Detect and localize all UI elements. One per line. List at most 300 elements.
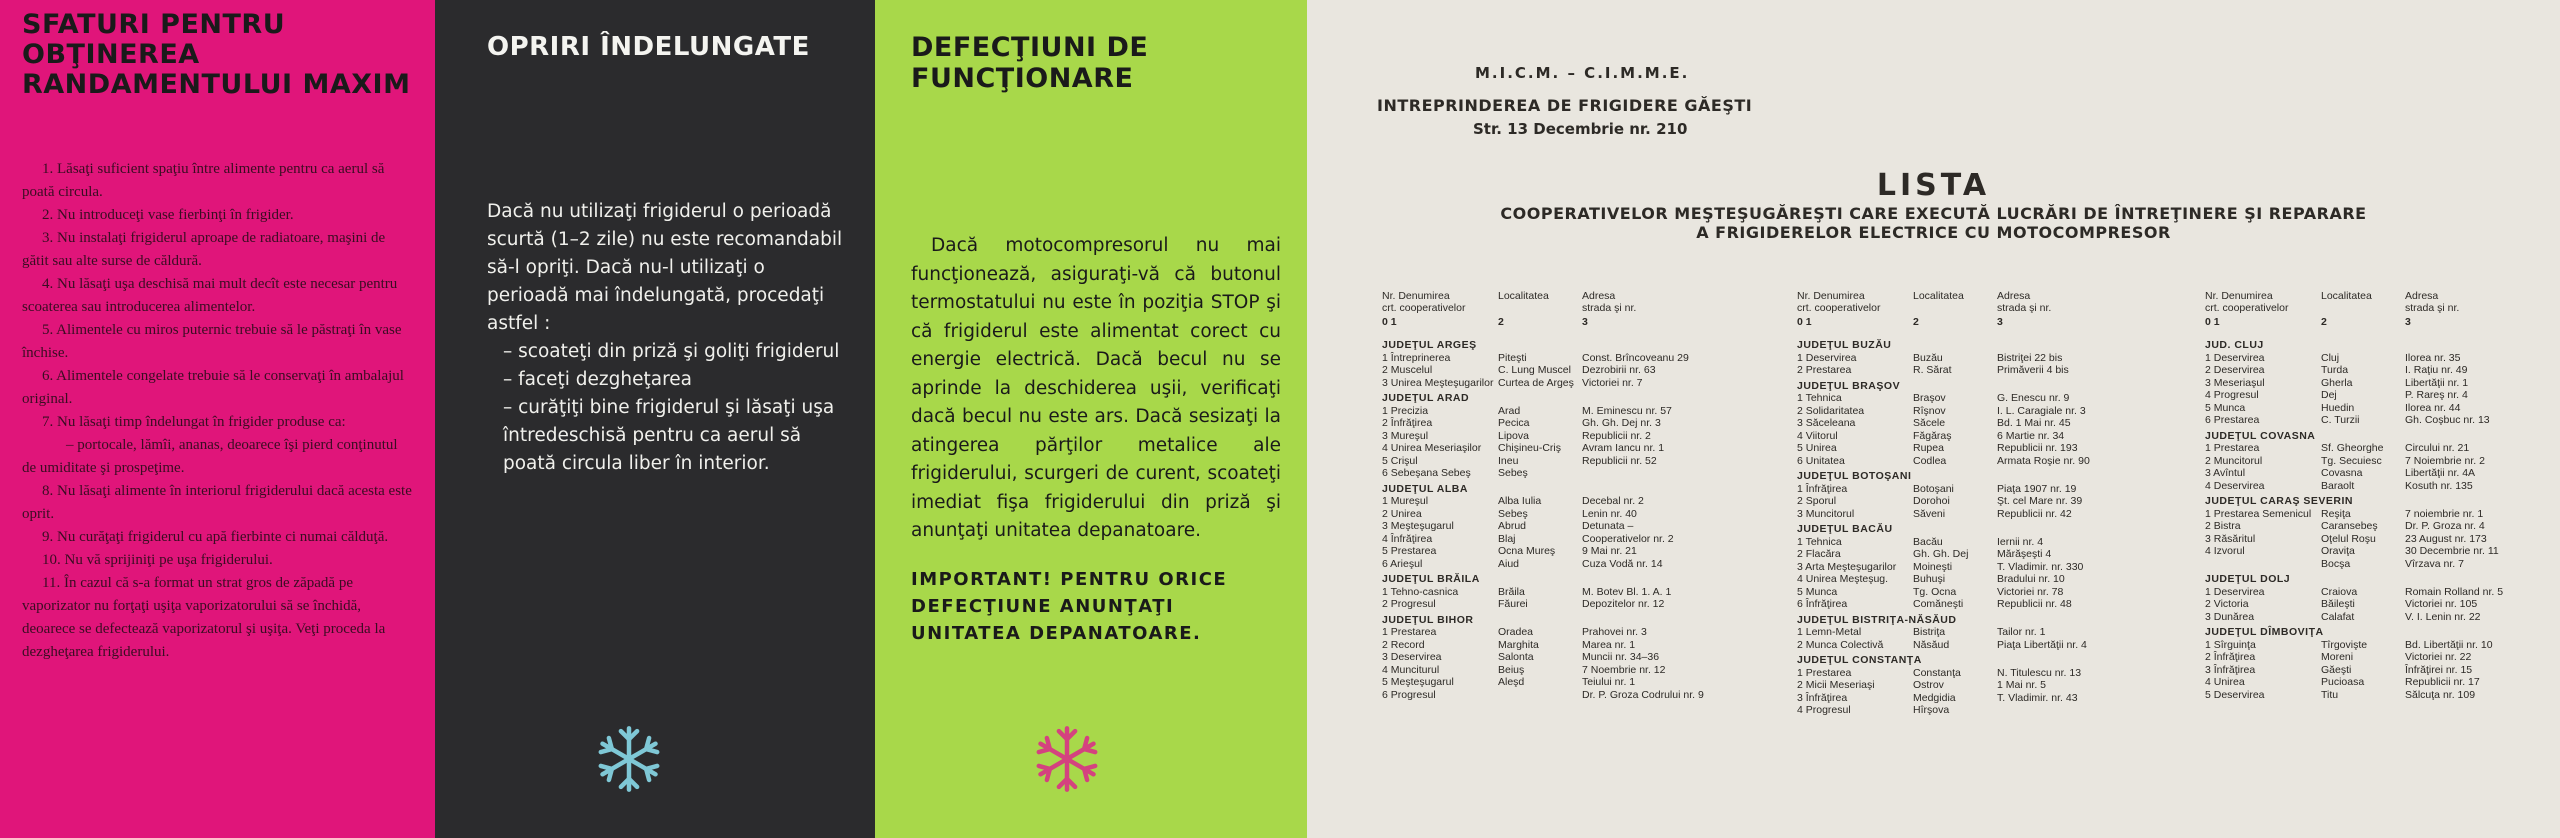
table-cell: 4 Munciturul: [1382, 663, 1440, 676]
table-cell: C. Turzii: [2321, 414, 2360, 426]
table-row: [1797, 442, 2105, 455]
column-header-cell: Adresa strada şi nr.: [2405, 290, 2460, 314]
table-cell: Moreni: [2321, 651, 2354, 663]
table-row: [1382, 417, 1690, 430]
table-column: [2205, 290, 2513, 701]
table-cell: Săcele: [1913, 417, 1946, 429]
long-stops-text: [487, 198, 849, 478]
table-row: [2205, 389, 2513, 402]
table-cell: 1 Prestarea Semenicul: [2205, 507, 2312, 520]
table-row: [1382, 626, 1690, 639]
table-cell: Turda: [2321, 364, 2349, 376]
advice-item: 8. Nu lăsaţi alimente în interiorul frigiderului dacă acesta este oprit.: [22, 483, 412, 522]
table-row: [1797, 667, 2105, 680]
table-cell: 5 Prestarea: [1382, 545, 1437, 557]
advice-item: 4. Nu lăsaţi uşa deschisă mai mult decît este necesar pentru scoaterea sau introducerea alimentelor.: [22, 276, 398, 315]
table-cell: Pucioasa: [2321, 676, 2365, 688]
county-heading: JUDEŢUL BACĂU: [1797, 523, 1893, 535]
table-cell: 9 Mai nr. 21: [1582, 545, 1637, 557]
table-cell: N. Titulescu nr. 13: [1997, 666, 2082, 679]
table-cell: 2 Progresul: [1382, 598, 1436, 610]
table-cell: Bacău: [1913, 535, 1943, 548]
column-header-cell: Nr. Denumirea crt. cooperativelor: [2205, 290, 2289, 314]
table-cell: 5 Munca: [1797, 585, 1838, 598]
table-cell: Braşov: [1913, 392, 1946, 404]
table-cell: 3 Răsăritul: [2205, 532, 2256, 545]
table-cell: Gh. Coşbuc nr. 13: [2405, 414, 2490, 426]
table-cell: Victoriei nr. 105: [2405, 598, 2478, 610]
county-heading: JUDEŢUL BIHOR: [1382, 613, 1474, 626]
table-cell: 3 Dunărea: [2205, 610, 2255, 623]
table-row: [1382, 664, 1690, 677]
table-row: [1382, 651, 1690, 664]
county-heading: JUDEŢUL BRAŞOV: [1797, 379, 1901, 392]
table-cell: Ocna Mureş: [1498, 545, 1556, 557]
table-cell: Prahovei nr. 3: [1582, 626, 1647, 638]
table-cell: 23 August nr. 173: [2405, 532, 2487, 545]
table-cell: Botoşani: [1913, 482, 1954, 495]
table-cell: Bd. Libertăţii nr. 10: [2405, 638, 2493, 651]
advice-item: 9. Nu curăţaţi frigiderul cu apă fierbinte ci numai călduţă.: [42, 529, 389, 545]
table-row: [1797, 392, 2105, 405]
list-item: – faceţi dezgheţarea: [503, 369, 693, 390]
table-row: [1382, 586, 1690, 599]
table-cell: 1 Prestarea: [1797, 666, 1852, 679]
table-cell: Chişineu-Criş: [1498, 442, 1562, 454]
table-cell: Muncii nr. 34–36: [1582, 651, 1660, 663]
table-row: [2205, 364, 2513, 377]
table-cell: 6 Sebeşana Sebeş: [1382, 467, 1471, 479]
table-cell: Reşiţa: [2321, 507, 2351, 520]
table-row: [2205, 586, 2513, 599]
table-cell: Ilorea nr. 44: [2405, 401, 2461, 414]
table-cell: Beiuş: [1498, 663, 1525, 676]
long-stops-panel: [435, 0, 875, 838]
table-cell: Piaţa 1907 nr. 19: [1997, 482, 2077, 495]
table-cell: 5 Deservirea: [2205, 688, 2265, 701]
table-cell: T. Vladimir. nr. 43: [1997, 691, 2078, 704]
table-row: [1797, 483, 2105, 496]
table-row: [1797, 561, 2105, 574]
table-cell: Const. Brîncoveanu 29: [1582, 351, 1689, 364]
table-cell: Bistriţei 22 bis: [1997, 351, 2063, 364]
table-cell: Piteşti: [1498, 351, 1527, 364]
column-header: [1382, 290, 1690, 316]
table-cell: Înfrăţirei nr. 15: [2405, 663, 2473, 676]
advice-item: 3. Nu instalaţi frigiderul aproape de radiatoare, maşini de gătit sau alte surse de căldură.: [22, 230, 386, 269]
table-row: [2205, 598, 2513, 611]
list-title: LISTA: [1876, 168, 1991, 203]
table-cell: Iernii nr. 4: [1997, 535, 2044, 548]
table-cell: Buhuşi: [1913, 573, 1946, 585]
malfunctions-text: [911, 232, 1281, 546]
table-cell: Victoriei nr. 7: [1582, 376, 1643, 389]
table-cell: 5 Munca: [2205, 401, 2246, 414]
table-cell: 6 Prestarea: [2205, 414, 2260, 426]
table-cell: Tailor nr. 1: [1997, 626, 2046, 638]
table-cell: 3 Înfrăţirea: [2205, 663, 2256, 676]
table-row: [1382, 676, 1690, 689]
list-subtitle-line: COOPERATIVELOR MEŞTEŞUGĂREŞTI CARE EXECUTĂ LUCRĂRI DE ÎNTREŢINERE ŞI REPARARE: [1500, 204, 2367, 223]
table-cell: Cluj: [2321, 351, 2340, 364]
table-cell: 2 Prestarea: [1797, 364, 1852, 376]
table-row: [2205, 352, 2513, 365]
table-cell: Gherla: [2321, 376, 2353, 389]
table-row: [2205, 442, 2513, 455]
column-header: [1797, 290, 2105, 316]
table-cell: V. I. Lenin nr. 22: [2405, 610, 2481, 623]
table-cell: 1 Precizia: [1382, 404, 1429, 417]
snowflake-icon: [593, 723, 665, 795]
table-cell: 2 Muscelul: [1382, 364, 1433, 376]
table-cell: 1 Sîrguinţa: [2205, 638, 2256, 651]
column-number: 0 1: [1797, 316, 1812, 328]
list-item: – curăţiţi bine frigiderul şi lăsaţi uşa întredeschisă pentru ca aerul să poată circula liber în interior.: [503, 397, 835, 474]
table-cell: 7 noiembrie nr. 1: [2405, 507, 2484, 520]
table-cell: 1 Înfrăţirea: [1797, 482, 1848, 495]
table-row: [1382, 533, 1690, 546]
table-cell: Armata Roşie nr. 90: [1997, 454, 2090, 467]
table-row: [2205, 664, 2513, 677]
table-cell: 3 Arta Meşteşugarilor: [1797, 560, 1897, 573]
advice-item: 10. Nu vă sprijiniţi pe uşa frigiderului.: [42, 552, 273, 568]
table-cell: Mărăşeşti 4: [1997, 548, 2052, 560]
table-row: [1797, 495, 2105, 508]
table-row: [1382, 508, 1690, 521]
table-row: [2205, 377, 2513, 390]
table-cell: [1582, 467, 1690, 480]
table-row: [1382, 442, 1690, 455]
table-row: [1797, 704, 2105, 717]
table-cell: Detunata –: [1582, 520, 1634, 532]
county-heading: JUDEŢUL DÎMBOVIŢA: [2205, 626, 2324, 638]
table-cell: 2 Solidaritatea: [1797, 404, 1865, 417]
county-heading: JUDEŢUL CARAŞ SEVERIN: [2205, 495, 2353, 507]
advice-item: 6. Alimentele congelate trebuie să le conservaţi în ambalajul original.: [22, 368, 404, 407]
table-cell: Caransebeş: [2321, 520, 2378, 532]
table-cell: Tg. Ocna: [1913, 585, 1957, 598]
table-cell: Sălcuţa nr. 109: [2405, 688, 2476, 701]
column-header-cell: Adresa strada şi nr.: [1997, 290, 2052, 314]
table-cell: Medgidia: [1913, 691, 1956, 704]
table-cell: [1498, 689, 1582, 702]
table-cell: Pecica: [1498, 417, 1530, 429]
table-cell: Sebeş: [1498, 467, 1528, 479]
table-cell: T. Vladimir. nr. 330: [1997, 560, 2084, 573]
malfunctions-panel: [875, 0, 1307, 838]
table-cell: Ostrov: [1913, 679, 1944, 691]
table-cell: Băileşti: [2321, 598, 2355, 610]
table-cell: 1 Tehnica: [1797, 535, 1842, 548]
county-heading: JUDEŢUL ARAD: [1382, 392, 1470, 404]
table-cell: Oradea: [1498, 626, 1534, 638]
ministry-header: M.I.C.M. – C.I.M.M.E.: [1475, 64, 1690, 82]
advice-list: [22, 158, 415, 664]
table-cell: Bistriţa: [1913, 626, 1946, 638]
table-cell: 1 Mai nr. 5: [1997, 679, 2047, 691]
table-cell: Tg. Secuiesc: [2321, 454, 2382, 467]
table-cell: Vîrzava nr. 7: [2405, 557, 2464, 570]
table-cell: 3 Meşteşugarul: [1382, 520, 1454, 532]
table-cell: Lenin nr. 40: [1582, 507, 1637, 520]
table-row: [2205, 651, 2513, 664]
table-row: [1797, 405, 2105, 418]
table-cell: Aiud: [1498, 557, 1520, 570]
table-cell: 2 Victoria: [2205, 598, 2249, 610]
table-cell: Republicii nr. 42: [1997, 507, 2072, 520]
table-cell: Libertăţii nr. 4A: [2405, 467, 2476, 479]
table-row: [2205, 414, 2513, 427]
table-row: [1382, 545, 1690, 558]
list-subtitle-line: A FRIGIDERELOR ELECTRICE CU MOTOCOMPRESOR: [1696, 223, 2171, 242]
table-cell: 3 Săceleana: [1797, 417, 1856, 429]
table-cell: Constanţa: [1913, 666, 1961, 679]
column-numbers: [1382, 316, 1690, 336]
long-stops-paragraph: Dacă nu utilizaţi frigiderul o perioadă scurtă (1–2 zile) nu este recomandabil să-l opriţi. Dacă nu-l utilizaţi o perioadă mai îndelungată, procedaţi astfel :: [487, 201, 843, 334]
county-heading: JUDEŢUL DOLJ: [2205, 573, 2291, 585]
advice-item: 11. În cazul că s-a format un strat gros de zăpadă pe vaporizator nu forţaţi uşiţa vaporizatorului să se închidă, deoarece se defectează vaporizatorul şi uşiţa. Veţi proceda la dezgheţarea frigiderului.: [22, 575, 386, 660]
table-cell: Ineu: [1498, 454, 1519, 467]
table-cell: 5 Unirea: [1797, 442, 1837, 454]
table-cell: 3 Înfrăţirea: [1797, 691, 1848, 704]
table-cell: 4 Unirea Meşteşug.: [1797, 573, 1889, 585]
table-cell: I. L. Caragiale nr. 3: [1997, 404, 2086, 417]
table-cell: M. Botev Bl. 1. A. 1: [1582, 585, 1672, 598]
company-name: INTREPRINDEREA DE FRIGIDERE GĂEŞTI: [1377, 96, 1753, 115]
table-cell: 3 Avîntul: [2205, 467, 2246, 479]
table-cell: 1 Mureşul: [1382, 495, 1429, 507]
table-cell: Calafat: [2321, 610, 2355, 623]
table-cell: Cooperativelor nr. 2: [1582, 532, 1674, 545]
table-cell: Republicii nr. 2: [1582, 429, 1651, 442]
table-cell: 2 Înfrăţirea: [1382, 417, 1433, 429]
table-cell: Huedin: [2321, 401, 2355, 414]
table-cell: Teiului nr. 1: [1582, 676, 1636, 688]
table-row: [1382, 558, 1690, 571]
table-cell: Comăneşti: [1913, 598, 1964, 610]
table-cell: Făgăraş: [1913, 429, 1952, 442]
table-cell: 4 Izvorul: [2205, 545, 2245, 557]
table-cell: Romain Rolland nr. 5: [2405, 585, 2504, 598]
table-cell: 7 Noembrie nr. 12: [1582, 663, 1666, 676]
table-cell: Piaţa Libertăţii nr. 4: [1997, 638, 2087, 651]
table-cell: Sf. Gheorghe: [2321, 442, 2384, 454]
advice-item: 7. Nu lăsaţi timp îndelungat în frigider produse ca:: [42, 414, 346, 430]
table-cell: Victoriei nr. 22: [2405, 651, 2472, 663]
table-row: [1797, 626, 2105, 639]
county-heading: JUDEŢUL ARGEŞ: [1382, 339, 1477, 351]
table-row: [1797, 586, 2105, 599]
table-cell: 2 Micii Meseriaşi: [1797, 679, 1875, 691]
table-row: [1382, 467, 1690, 480]
table-row: [1797, 352, 2105, 365]
table-row: [2205, 676, 2513, 689]
table-cell: Moineşti: [1913, 560, 1953, 573]
table-row: [1382, 455, 1690, 468]
table-cell: 2 Muncitorul: [2205, 454, 2263, 467]
column-header: [2205, 290, 2513, 316]
table-row: [1382, 688, 1704, 702]
column-numbers: [2205, 316, 2513, 336]
table-cell: Sebeş: [1498, 507, 1528, 520]
table-cell: Găeşti: [2321, 663, 2352, 676]
table-cell: Baraolt: [2321, 479, 2355, 492]
table-row: [1382, 430, 1690, 443]
table-cell: 4 Progresul: [2205, 389, 2259, 401]
table-cell: Bd. 1 Mai nr. 45: [1997, 417, 2071, 429]
table-cell: 2 Sporul: [1797, 495, 1837, 507]
county-heading: JUDEŢUL ALBA: [1382, 482, 1468, 495]
table-cell: Gh. Gh. Dej nr. 3: [1582, 417, 1661, 429]
column-numbers: [1797, 316, 2105, 336]
table-cell: Blaj: [1498, 532, 1516, 545]
table-cell: 2 Unirea: [1382, 507, 1422, 520]
table-cell: Avram Iancu nr. 1: [1582, 442, 1665, 454]
table-cell: 3 Mureşul: [1382, 429, 1429, 442]
table-cell: Victoriei nr. 78: [1997, 585, 2064, 598]
table-cell: Bocşa: [2321, 557, 2351, 570]
table-cell: Craiova: [2321, 585, 2358, 598]
table-cell: M. Eminescu nr. 57: [1582, 404, 1672, 417]
table-cell: 2 Deservirea: [2205, 364, 2265, 376]
county-heading: JUD. CLUJ: [2205, 339, 2264, 351]
table-cell: 4 Viitorul: [1797, 429, 1838, 442]
table-cell: Făurei: [1498, 598, 1528, 610]
table-row: [1797, 679, 2105, 692]
table-cell: 3 Muncitorul: [1797, 507, 1855, 520]
table-cell: Dr. P. Groza Codrului nr. 9: [1582, 688, 1704, 701]
table-cell: Depozitelor nr. 12: [1582, 598, 1665, 610]
table-cell: 1 Prestarea: [2205, 442, 2260, 454]
table-cell: Lipova: [1498, 429, 1529, 442]
table-row: [1382, 598, 1690, 611]
malfunctions-paragraph: Dacă motocompresorul nu mai funcţionează, asiguraţi-vă că butonul termostatului nu este în poziţia STOP şi că frigiderul este alimentat corect cu energie electrică. Dacă becul nu se aprinde la deschiderea uşii, verificaţi dacă becul nu este ars. Dacă sesizaţi la atingerea părţilor metalice ale frigiderului, scurgeri de curent, scoateţi imediat fişa frigiderului din priză şi anunţaţi unitatea depanatoare.: [911, 235, 1281, 541]
table-cell: 7 Noiembrie nr. 2: [2405, 454, 2485, 467]
table-cell: Tîrgovişte: [2321, 638, 2368, 651]
table-row: [2205, 558, 2513, 571]
important-notice: IMPORTANT! PENTRU ORICE DEFECŢIUNE ANUNŢAŢI UNITATEA DEPANATOARE.: [911, 568, 1228, 644]
advice-item: 5. Alimentele cu miros puternic trebuie să le păstraţi în vase închise.: [22, 322, 402, 361]
table-row: [2205, 639, 2513, 652]
table-cell: Aleşd: [1498, 676, 1525, 688]
table-cell: 5 Crişul: [1382, 454, 1418, 467]
table-row: [1797, 573, 2105, 586]
advice-title: SFATURI PENTRU OBŢINEREA RANDAMENTULUI MAXIM: [22, 9, 411, 100]
table-cell: 6 Martie nr. 34: [1997, 429, 2065, 442]
column-header-cell: Adresa strada şi nr.: [1582, 290, 1637, 314]
table-row: [2205, 508, 2513, 521]
table-cell: 4 Unirea: [2205, 676, 2245, 688]
table-row: [2205, 545, 2513, 558]
advice-item: – portocale, lămîi, ananas, deoarece îşi pierd conţinutul de umiditate şi prospeţime.: [22, 437, 398, 476]
table-row: [2205, 520, 2513, 533]
table-cell: 6 Arieşul: [1382, 557, 1423, 570]
table-column: [1797, 290, 2105, 717]
snowflake-icon: [1031, 723, 1103, 795]
company-address: Str. 13 Decembrie nr. 210: [1473, 120, 1688, 138]
table-cell: 4 Deservirea: [2205, 479, 2265, 492]
table-cell: Arad: [1498, 404, 1521, 417]
table-row: [1797, 598, 2105, 611]
column-number: 2: [1498, 316, 1504, 328]
table-cell: 4 Progresul: [1797, 704, 1851, 716]
table-cell: I. Raţiu nr. 49: [2405, 364, 2468, 376]
table-cell: 6 Unitatea: [1797, 454, 1845, 467]
list-item: – scoateţi din priză şi goliţi frigiderul: [503, 341, 840, 362]
table-cell: Oţelul Roşu: [2321, 532, 2376, 545]
advice-item: 2. Nu introduceţi vase fierbinţi în frigider.: [42, 207, 294, 223]
table-cell: Circului nr. 21: [2405, 442, 2470, 454]
table-row: [1797, 639, 2105, 652]
table-cell: Republicii nr. 48: [1997, 598, 2072, 610]
column-number: 3: [1997, 316, 2003, 328]
malfunctions-title: DEFECŢIUNI DE FUNCŢIONARE: [911, 32, 1149, 94]
table-cell: 1 Deservirea: [2205, 351, 2265, 364]
column-number: 0 1: [1382, 316, 1397, 328]
table-cell: 1 Deservirea: [1797, 351, 1857, 364]
table-cell: [2205, 558, 2321, 571]
table-cell: R. Sărat: [1913, 364, 1952, 376]
table-cell: Alba Iulia: [1498, 495, 1542, 507]
table-cell: Salonta: [1498, 651, 1534, 663]
county-heading: JUDEŢUL BOTOŞANI: [1797, 470, 1912, 482]
table-cell: Cuza Vodă nr. 14: [1582, 557, 1663, 570]
advice-item: 1. Lăsaţi suficient spaţiu între alimente pentru ca aerul să poată circula.: [22, 161, 385, 200]
table-cell: 6 Înfrăţirea: [1797, 598, 1848, 610]
table-cell: 1 Lemn-Metal: [1797, 626, 1862, 638]
column-header-cell: Nr. Denumirea crt. cooperativelor: [1797, 290, 1881, 314]
table-row: [2205, 467, 2513, 480]
table-cell: [1997, 704, 2105, 717]
table-cell: Kosuth nr. 135: [2405, 479, 2473, 492]
table-cell: Gh. Gh. Dej: [1913, 548, 1969, 560]
table-row: [2205, 480, 2513, 493]
table-cell: 3 Meseriaşul: [2205, 376, 2265, 389]
table-cell: Dezrobirii nr. 63: [1582, 364, 1656, 376]
column-header-cell: Localitatea: [2321, 290, 2372, 302]
county-heading: JUDEŢUL BUZĂU: [1797, 339, 1892, 351]
table-cell: Republicii nr. 17: [2405, 676, 2480, 688]
table-row: [1797, 455, 2105, 468]
table-row: [1382, 520, 1690, 533]
table-cell: 2 Înfrăţirea: [2205, 651, 2256, 663]
column-number: 3: [1582, 316, 1588, 328]
table-cell: 3 Deservirea: [1382, 651, 1442, 663]
table-cell: Rupea: [1913, 442, 1944, 454]
table-cell: 1 Tehno-casnica: [1382, 585, 1459, 598]
table-cell: Brăila: [1498, 585, 1525, 598]
column-number: 0 1: [2205, 316, 2220, 328]
table-row: [1382, 377, 1690, 390]
table-cell: Dorohoi: [1913, 495, 1950, 507]
county-heading: JUDEŢUL COVASNA: [2205, 429, 2316, 442]
table-cell: Hîrşova: [1913, 704, 1950, 716]
table-cell: 1 Prestarea: [1382, 626, 1437, 638]
table-cell: Curtea de Argeş: [1498, 376, 1574, 389]
table-row: [1382, 639, 1690, 652]
table-cell: Bradului nr. 10: [1997, 573, 2065, 585]
table-cell: 1 Deservirea: [2205, 585, 2265, 598]
advice-panel: [0, 0, 435, 838]
county-heading: JUDEŢUL BRĂILA: [1382, 573, 1480, 585]
table-cell: C. Lung Muscel: [1498, 364, 1571, 376]
table-cell: 1 Tehnica: [1797, 392, 1842, 404]
table-row: [1382, 352, 1690, 365]
table-row: [2205, 689, 2513, 702]
table-row: [1797, 364, 2105, 377]
table-cell: Republicii nr. 193: [1997, 442, 2078, 454]
table-cell: Şt. cel Mare nr. 39: [1997, 495, 2083, 507]
